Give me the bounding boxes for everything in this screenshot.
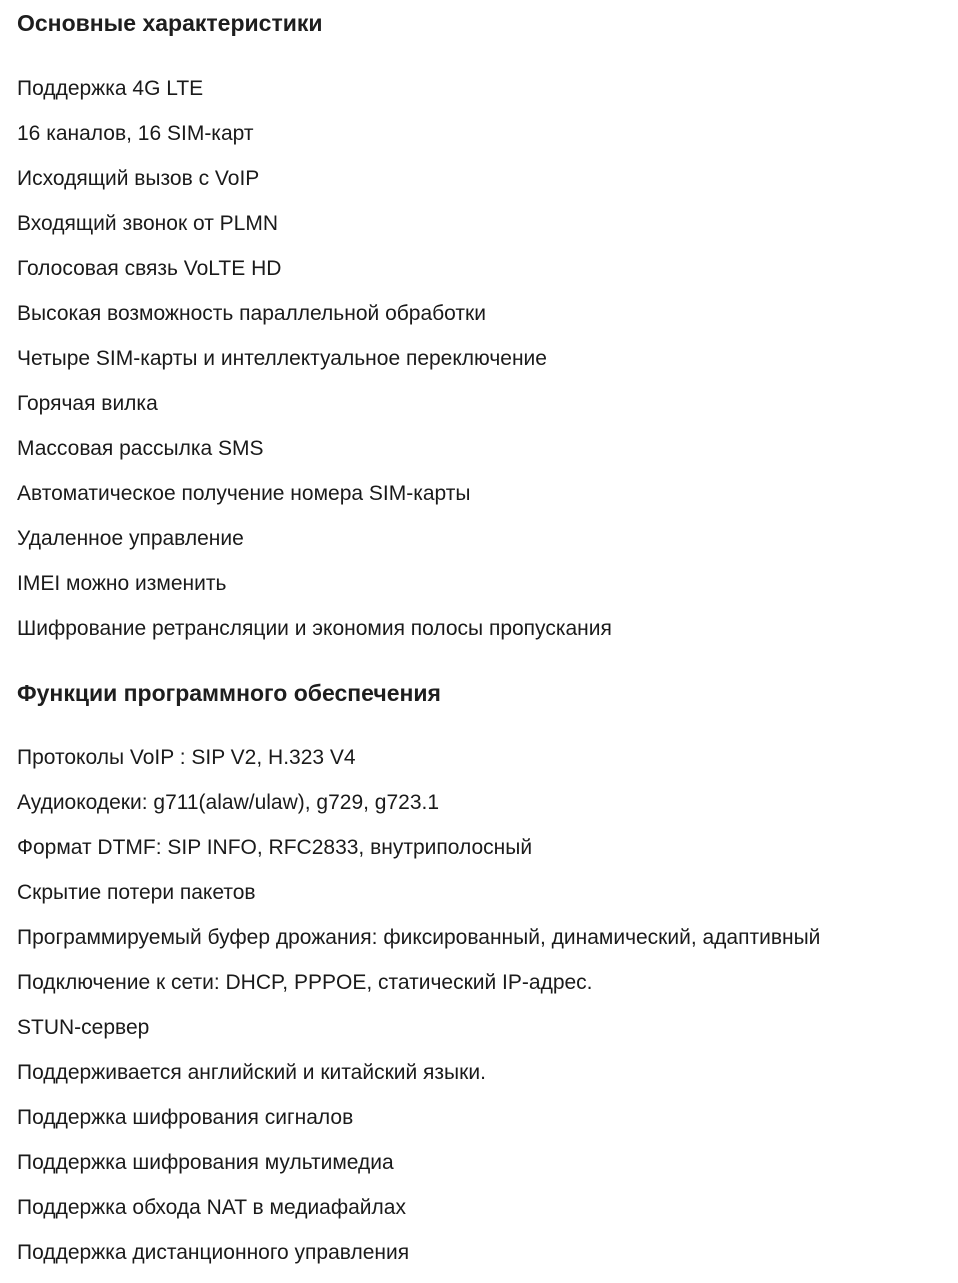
- list-item: STUN-сервер: [17, 1016, 150, 1039]
- list-item: 16 каналов, 16 SIM-карт: [17, 122, 254, 145]
- list-item: Входящий звонок от PLMN: [17, 212, 278, 235]
- section-title-software-functions: Функции программного обеспечения: [17, 680, 441, 706]
- list-item: Удаленное управление: [17, 527, 244, 550]
- list-item: Автоматическое получение номера SIM-карты: [17, 482, 471, 505]
- list-item: Программируемый буфер дрожания: фиксированный, динамический, адаптивный: [17, 926, 821, 949]
- list-item: Формат DTMF: SIP INFO, RFC2833, внутриполосный: [17, 836, 533, 859]
- list-item: Высокая возможность параллельной обработки: [17, 302, 486, 325]
- list-item: Исходящий вызов с VoIP: [17, 167, 260, 190]
- list-item: Скрытие потери пакетов: [17, 881, 256, 904]
- list-item: Поддержка 4G LTE: [17, 77, 204, 100]
- main-features-list: [17, 74, 612, 659]
- list-item: Поддержка шифрования мультимедиа: [17, 1151, 394, 1174]
- list-item: Аудиокодеки: g711(alaw/ulaw), g729, g723.1: [17, 791, 440, 814]
- list-item: Шифрование ретрансляции и экономия полосы пропускания: [17, 617, 612, 640]
- list-item: Горячая вилка: [17, 392, 158, 415]
- software-functions-list: [17, 743, 820, 1283]
- list-item: IMEI можно изменить: [17, 572, 227, 595]
- list-item: Подключение к сети: DHCP, PPPOE, статический IP-адрес.: [17, 971, 593, 994]
- list-item: Голосовая связь VoLTE HD: [17, 257, 282, 280]
- list-item: Четыре SIM-карты и интеллектуальное переключение: [17, 347, 547, 370]
- list-item: Поддерживается английский и китайский языки.: [17, 1061, 486, 1084]
- list-item: Массовая рассылка SMS: [17, 437, 264, 460]
- list-item: Поддержка дистанционного управления: [17, 1241, 410, 1264]
- list-item: Поддержка обхода NAT в медиафайлах: [17, 1196, 406, 1219]
- list-item: Протоколы VoIP : SIP V2, H.323 V4: [17, 746, 356, 769]
- section-title-main-features: Основные характеристики: [17, 10, 323, 36]
- list-item: Поддержка шифрования сигналов: [17, 1106, 354, 1129]
